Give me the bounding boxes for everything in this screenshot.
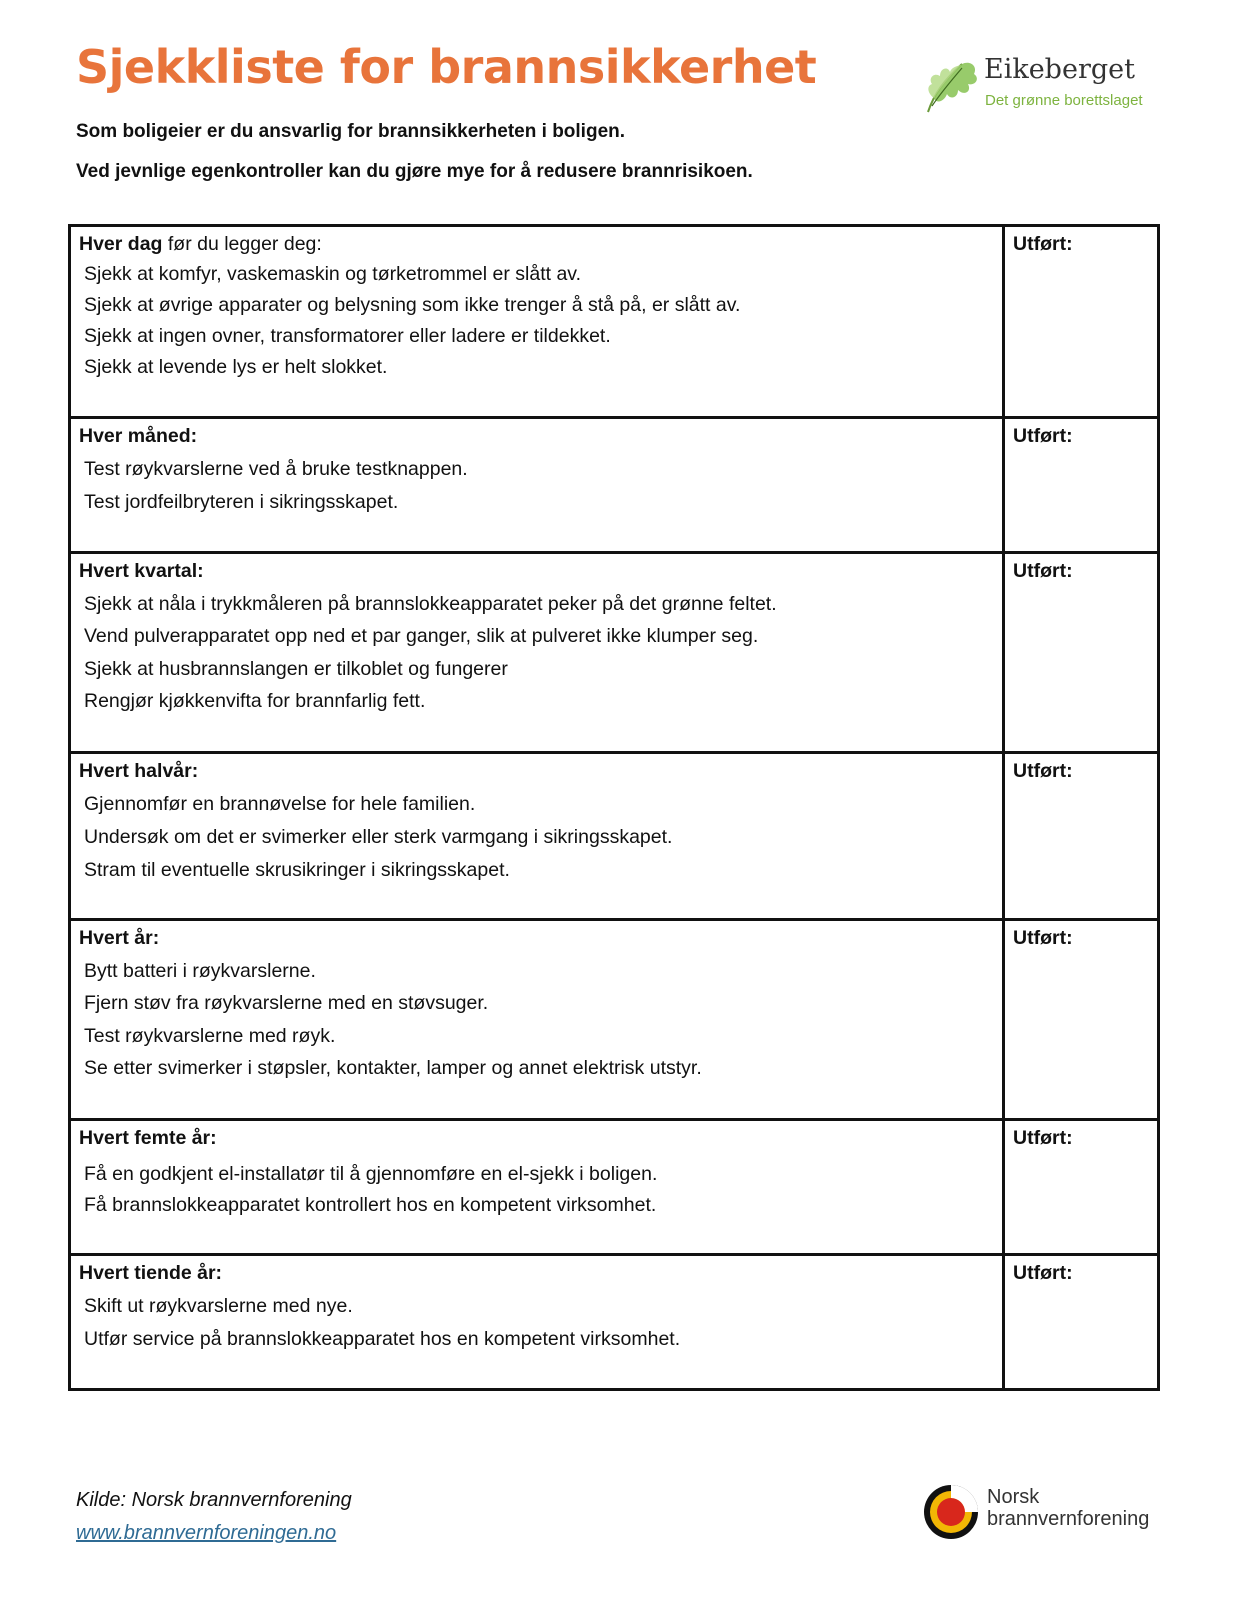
- intro-line-2: Ved jevnlige egenkontroller kan du gjøre mye for å redusere brannrisikoen.: [76, 161, 753, 182]
- checklist-items-cell: [70, 920, 1004, 1120]
- footer-link[interactable]: www.brannvernforeningen.no: [76, 1522, 337, 1544]
- done-cell[interactable]: [1004, 226, 1159, 418]
- done-label: Utført:: [1013, 927, 1073, 949]
- done-label: Utført:: [1013, 1262, 1073, 1284]
- checklist-item: Sjekk at komfyr, vaskemaskin og tørketrommel er slått av.: [84, 262, 582, 285]
- section-heading: [79, 1262, 1002, 1284]
- section-heading: [79, 1127, 1002, 1149]
- section-heading-bold: Hvert kvartal:: [79, 560, 204, 582]
- eikeberget-logo: [920, 54, 1160, 118]
- done-label: Utført:: [1013, 560, 1073, 582]
- done-cell[interactable]: [1004, 553, 1159, 753]
- ring-logo-icon: [921, 1482, 981, 1542]
- checklist-item: Test jordfeilbryteren i sikringsskapet.: [84, 490, 399, 513]
- checklist-items-cell: [70, 753, 1004, 920]
- checklist-item: Gjennomfør en brannøvelse for hele familien.: [84, 792, 476, 815]
- checklist-item: Stram til eventuelle skrusikringer i sikringsskapet.: [84, 858, 510, 881]
- checklist-item: Sjekk at husbrannslangen er tilkoblet og fungerer: [84, 657, 508, 680]
- footer-source: Kilde: Norsk brannvernforening: [76, 1489, 352, 1511]
- section-heading-bold: Hvert år:: [79, 927, 160, 949]
- checklist-items-cell: [70, 1255, 1004, 1390]
- checklist-row: [70, 1120, 1159, 1255]
- section-heading: [79, 233, 1002, 255]
- nbf-logo: [921, 1482, 1161, 1546]
- checklist-row: [70, 226, 1159, 418]
- checklist-item: Test røykvarslerne med røyk.: [84, 1024, 336, 1047]
- checklist-item: Rengjør kjøkkenvifta for brannfarlig fett.: [84, 690, 426, 713]
- section-heading: [79, 560, 1002, 582]
- checklist-item: Sjekk at nåla i trykkmåleren på brannslokkeapparatet peker på det grønne feltet.: [84, 592, 777, 615]
- checklist-item: Bytt batteri i røykvarslerne.: [84, 959, 316, 982]
- checklist-items-cell: [70, 418, 1004, 553]
- section-heading-bold: Hvert tiende år:: [79, 1262, 223, 1284]
- checklist-table: [68, 224, 1160, 1391]
- checklist-item: Få brannslokkeapparatet kontrollert hos en kompetent virksomhet.: [84, 1193, 657, 1216]
- checklist-item: Utfør service på brannslokkeapparatet hos en kompetent virksomhet.: [84, 1327, 681, 1350]
- done-cell[interactable]: [1004, 753, 1159, 920]
- checklist-item: Få en godkjent el-installatør til å gjennomføre en el-sjekk i boligen.: [84, 1162, 658, 1185]
- done-label: Utført:: [1013, 233, 1073, 255]
- done-cell[interactable]: [1004, 1120, 1159, 1255]
- checklist-items-cell: [70, 226, 1004, 418]
- eikeberget-tagline: Det grønne borettslaget: [985, 92, 1143, 109]
- checklist-item: Sjekk at øvrige apparater og belysning som ikke trenger å stå på, er slått av.: [84, 293, 741, 316]
- checklist-item: Skift ut røykvarslerne med nye.: [84, 1294, 353, 1317]
- checklist-items-cell: [70, 553, 1004, 753]
- checklist-item: Sjekk at ingen ovner, transformatorer eller ladere er tildekket.: [84, 324, 611, 347]
- checklist-row: [70, 553, 1159, 753]
- checklist-row: [70, 920, 1159, 1120]
- checklist-item: Se etter svimerker i støpsler, kontakter, lamper og annet elektrisk utstyr.: [84, 1057, 702, 1080]
- done-cell[interactable]: [1004, 418, 1159, 553]
- section-heading-bold: Hver dag: [79, 233, 163, 255]
- oak-leaf-icon: [920, 54, 982, 118]
- page-title: Sjekkliste for brannsikkerhet: [76, 40, 817, 94]
- checklist-row: [70, 753, 1159, 920]
- done-label: Utført:: [1013, 1127, 1073, 1149]
- eikeberget-name: Eikeberget: [984, 54, 1135, 85]
- checklist-item: Fjern støv fra røykvarslerne med en støvsuger.: [84, 992, 489, 1015]
- checklist-item: Test røykvarslerne ved å bruke testknappen.: [84, 457, 468, 480]
- done-label: Utført:: [1013, 760, 1073, 782]
- section-heading-bold: Hvert femte år:: [79, 1127, 217, 1149]
- section-heading-rest: før du legger deg:: [162, 233, 322, 255]
- done-cell[interactable]: [1004, 920, 1159, 1120]
- checklist-row: [70, 1255, 1159, 1390]
- nbf-line-2: brannvernforening: [987, 1508, 1150, 1530]
- section-heading-bold: Hver måned:: [79, 425, 198, 447]
- section-heading: [79, 425, 1002, 447]
- nbf-line-1: Norsk: [987, 1486, 1040, 1508]
- section-heading: [79, 927, 1002, 949]
- section-heading-bold: Hvert halvår:: [79, 760, 199, 782]
- checklist-item: Undersøk om det er svimerker eller sterk varmgang i sikringsskapet.: [84, 825, 673, 848]
- checklist-item: Vend pulverapparatet opp ned et par ganger, slik at pulveret ikke klumper seg.: [84, 625, 759, 648]
- checklist-row: [70, 418, 1159, 553]
- section-heading: [79, 760, 1002, 782]
- intro-line-1: Som boligeier er du ansvarlig for brannsikkerheten i boligen.: [76, 121, 626, 142]
- checklist-item: Sjekk at levende lys er helt slokket.: [84, 355, 388, 378]
- checklist-items-cell: [70, 1120, 1004, 1255]
- done-label: Utført:: [1013, 425, 1073, 447]
- done-cell[interactable]: [1004, 1255, 1159, 1390]
